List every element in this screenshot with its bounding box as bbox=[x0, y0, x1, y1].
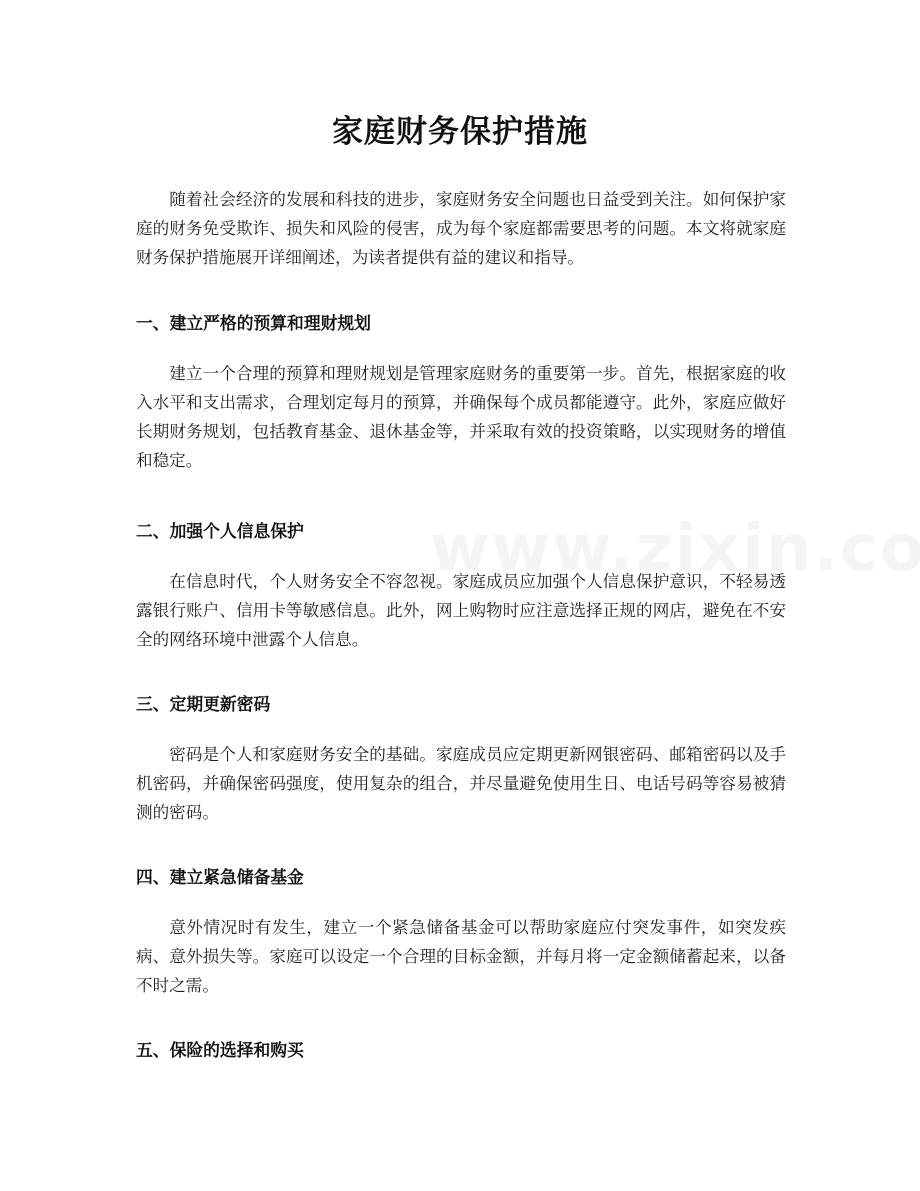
section-2-body: 在信息时代，个人财务安全不容忽视。家庭成员应加强个人信息保护意识，不轻易透露银行账户、信用卡等敏感信息。此外，网上购物时应注意选择正规的网店，避免在不安全的网络环境中泄露个人信息。 bbox=[136, 572, 786, 649]
section-4-body: 意外情况时有发生，建立一个紧急储备基金可以帮助家庭应付突发事件，如突发疾病、意外损失等。家庭可以设定一个合理的目标金额，并每月将一定金额储蓄起来，以备不时之需。 bbox=[136, 918, 786, 995]
section-1-body: 建立一个合理的预算和理财规划是管理家庭财务的重要第一步。首先，根据家庭的收入水平和支出需求，合理划定每月的预算，并确保每个成员都能遵守。此外，家庭应做好长期财务规划，包括教育基金、退休基金等，并采取有效的投资策略，以实现财务的增值和稳定。 bbox=[136, 364, 786, 470]
section-2-heading: 二、加强个人信息保护 bbox=[136, 521, 304, 541]
section-3-heading: 三、定期更新密码 bbox=[136, 694, 271, 714]
section-1-heading: 一、建立严格的预算和理财规划 bbox=[136, 313, 371, 333]
section-5-heading: 五、保险的选择和购买 bbox=[136, 1040, 304, 1060]
intro-paragraph: 随着社会经济的发展和科技的进步，家庭财务安全问题也日益受到关注。如何保护家庭的财务免受欺诈、损失和风险的侵害，成为每个家庭都需要思考的问题。本文将就家庭财务保护措施展开详细阐述，为读者提供有益的建议和指导。 bbox=[136, 190, 786, 267]
section-3-body: 密码是个人和家庭财务安全的基础。家庭成员应定期更新网银密码、邮箱密码以及手机密码，并确保密码强度，使用复杂的组合，并尽量避免使用生日、电话号码等容易被猜测的密码。 bbox=[136, 745, 786, 822]
document-title: 家庭财务保护措施 bbox=[332, 114, 588, 150]
section-4-heading: 四、建立紧急储备基金 bbox=[136, 867, 304, 887]
